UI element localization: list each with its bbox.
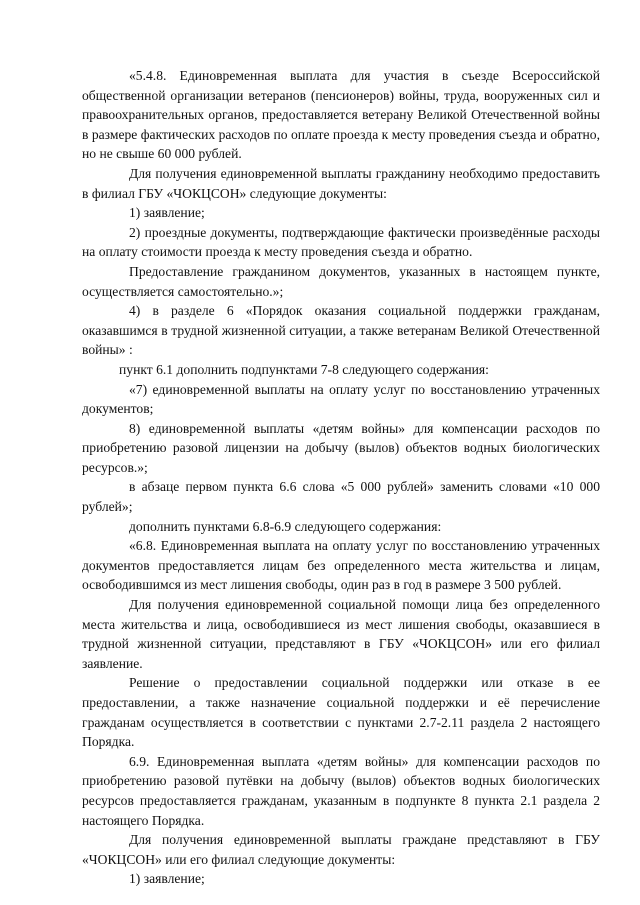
paragraph-section-6: 4) в разделе 6 «Порядок оказания социальной поддержки гражданам, оказавшимся в трудной жизненной ситуации, а также ветеранам Великой Отечественной войны» : <box>82 303 600 358</box>
paragraph-6-9: 6.9. Единовременная выплата «детям войны» для компенсации расходов по приобретению разовой путёвки на добычу (вылов) объектов водных биологических ресурсов предоставляется гражданам, указанным в подпункте 8 пункта 2.1 раздела 2 настоящего Порядка. <box>82 753 600 828</box>
paragraph-6-8-decision: Решение о предоставлении социальной поддержки или отказе в ее предоставлении, а также назначение социальной поддержки и её перечисление гражданам осуществляется в соответствии с пунктами 2.7-2.11 раздела 2 настоящего Порядка. <box>82 675 600 750</box>
list-item-travel-documents: 2) проездные документы, подтверждающие фактически произведённые расходы на оплату стоимости проезда к месту проведения съезда и обратно. <box>82 224 600 260</box>
list-item-7: «7) единовременной выплаты на оплату услуг по восстановлению утраченных документов; <box>82 381 600 417</box>
list-item-application-2: 1) заявление; <box>129 871 205 887</box>
paragraph-self-submission: Предоставление гражданином документов, указанных в настоящем пункте, осуществляется самостоятельно.»; <box>82 263 600 299</box>
paragraph-6-8: «6.8. Единовременная выплата на оплату услуг по восстановлению утраченных документов предоставляется лицам без определенного места жительства и лицам, освободившимся из мест лишения свободы, один раз в год в размере 3 500 рублей. <box>82 538 600 593</box>
paragraph-point-6-1: пункт 6.1 дополнить подпунктами 7-8 следующего содержания: <box>119 361 489 377</box>
paragraph-6-8-procedure: Для получения единовременной социальной помощи лица без определенного места жительства и лица, освободившиеся из мест лишения свободы, оказавшиеся в трудной жизненной ситуации, представляют в ГБУ «ЧОКЦСОН» или его филиал заявление. <box>82 597 600 671</box>
paragraph-point-6-6: в абзаце первом пункта 6.6 слова «5 000 рублей» заменить словами «10 000 рублей»; <box>82 479 600 515</box>
paragraph-5-4-8: «5.4.8. Единовременная выплата для участия в съезде Всероссийской общественной организации ветеранов (пенсионеров) войны, труда, вооруженных сил и правоохранительных органов, предоставляется ветерану Великой Отечественной войны в размере фактических расходов по оплате проезда к месту проведения съезда и обратно, но не свыше 60 000 рублей. <box>82 68 600 162</box>
paragraph-add-points: дополнить пунктами 6.8-6.9 следующего содержания: <box>129 518 442 534</box>
paragraph-6-9-documents: Для получения единовременной выплаты граждане представляют в ГБУ «ЧОКЦСОН» или его филиал следующие документы: <box>82 832 600 867</box>
list-item-application: 1) заявление; <box>129 205 205 221</box>
list-item-8: 8) единовременной выплаты «детям войны» для компенсации расходов по приобретению разовой лицензии на добычу (вылов) объектов водных биологических ресурсов.»; <box>82 420 600 475</box>
paragraph-documents-intro: Для получения единовременной выплаты гражданину необходимо предоставить в филиал ГБУ «ЧОКЦСОН» следующие документы: <box>82 165 600 201</box>
document-page <box>82 66 600 889</box>
